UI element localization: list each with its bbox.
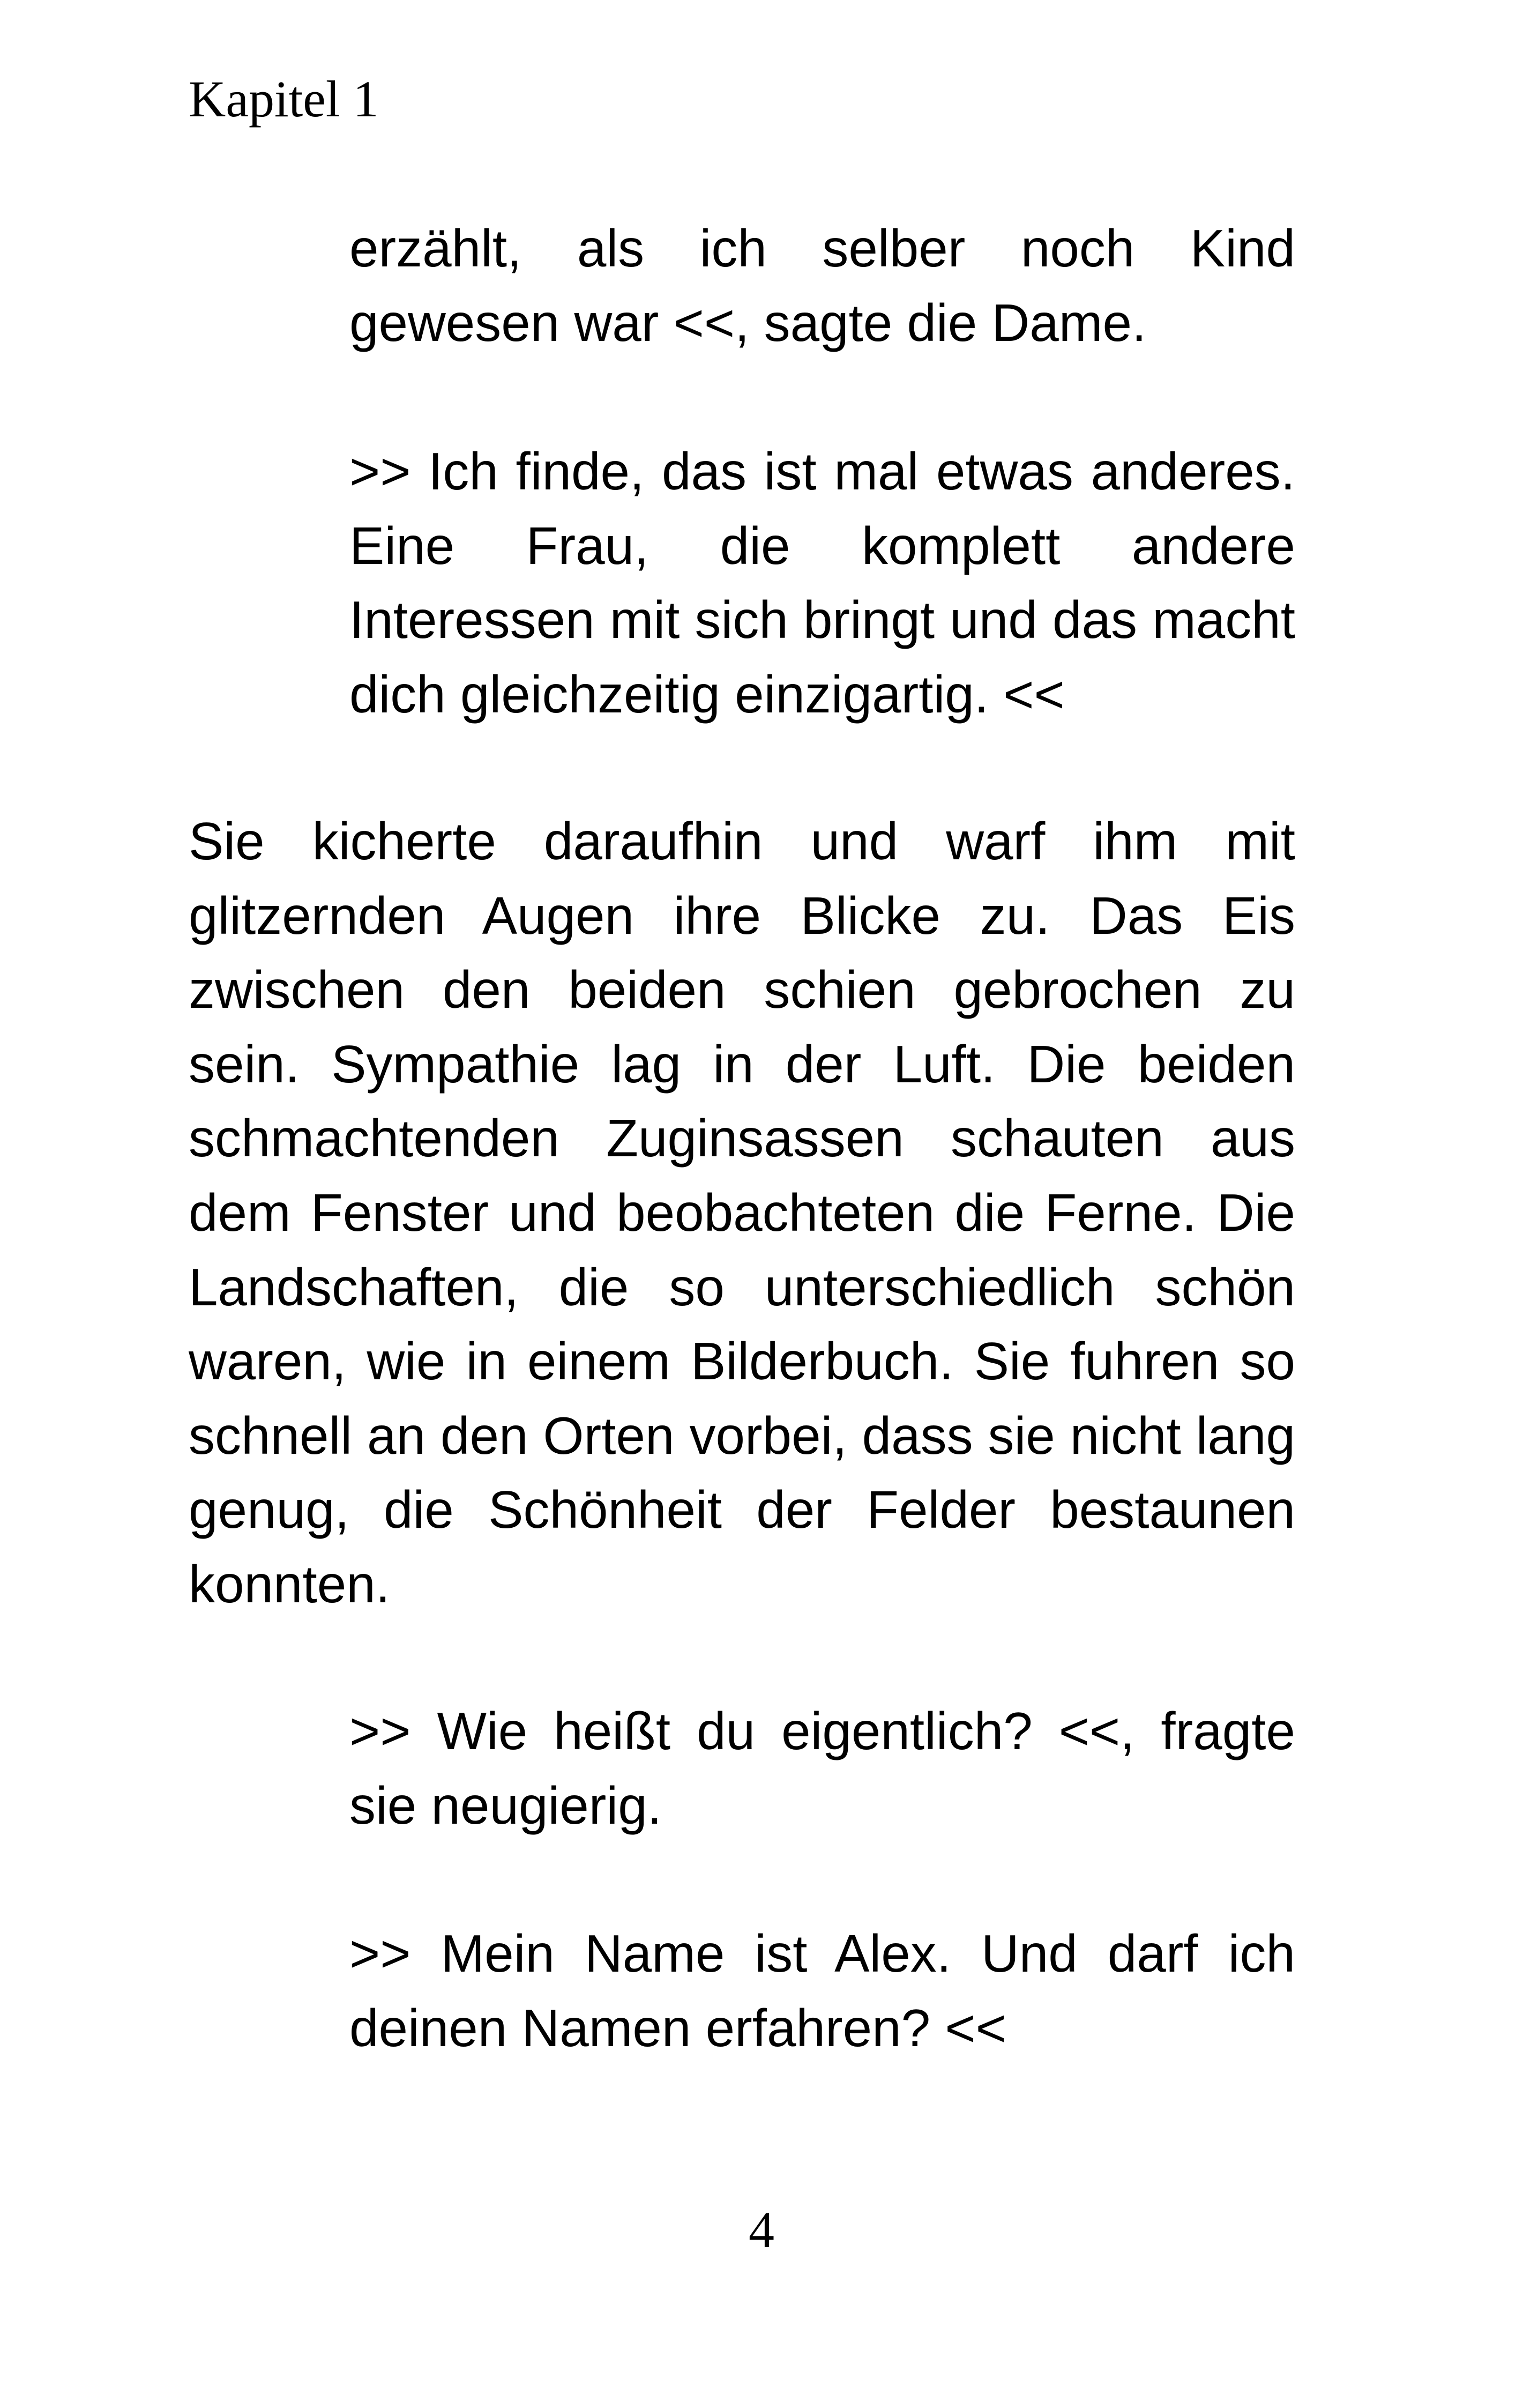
chapter-header: Kapitel 1 <box>189 70 379 128</box>
paragraph-dialogue-reply: >> Ich finde, das ist mal etwas anderes. Eine Frau, die komplett andere Interessen mit sich bringt und das macht dich gleichzeitig einzigartig. << <box>349 442 1295 724</box>
paragraph-narration: Sie kicherte daraufhin und warf ihm mit glitzernden Augen ihre Blicke zu. Das Eis zwischen den beiden schien gebrochen zu sein. Sympathie lag in der Luft. Die beiden schmachtenden Zuginsassen schauten aus dem Fenster und beobachteten die Ferne. Die Landschaften, die so unterschiedlich schön waren, wie in einem Bilderbuch. Sie fuhren so schnell an den Orten vorbei, dass sie nicht lang genug, die Schönheit der Felder bestaunen konnten. <box>189 812 1295 1614</box>
paragraph-dialogue-answer: >> Mein Name ist Alex. Und darf ich deinen Namen erfahren? << <box>349 1924 1295 2057</box>
page-number: 4 <box>749 2201 774 2258</box>
paragraph-dialogue-end: erzählt, als ich selber noch Kind gewesen war <<, sagte die Dame. <box>349 219 1295 352</box>
paragraph-dialogue-question: >> Wie heißt du eigentlich? <<, fragte sie neugierig. <box>349 1701 1295 1835</box>
